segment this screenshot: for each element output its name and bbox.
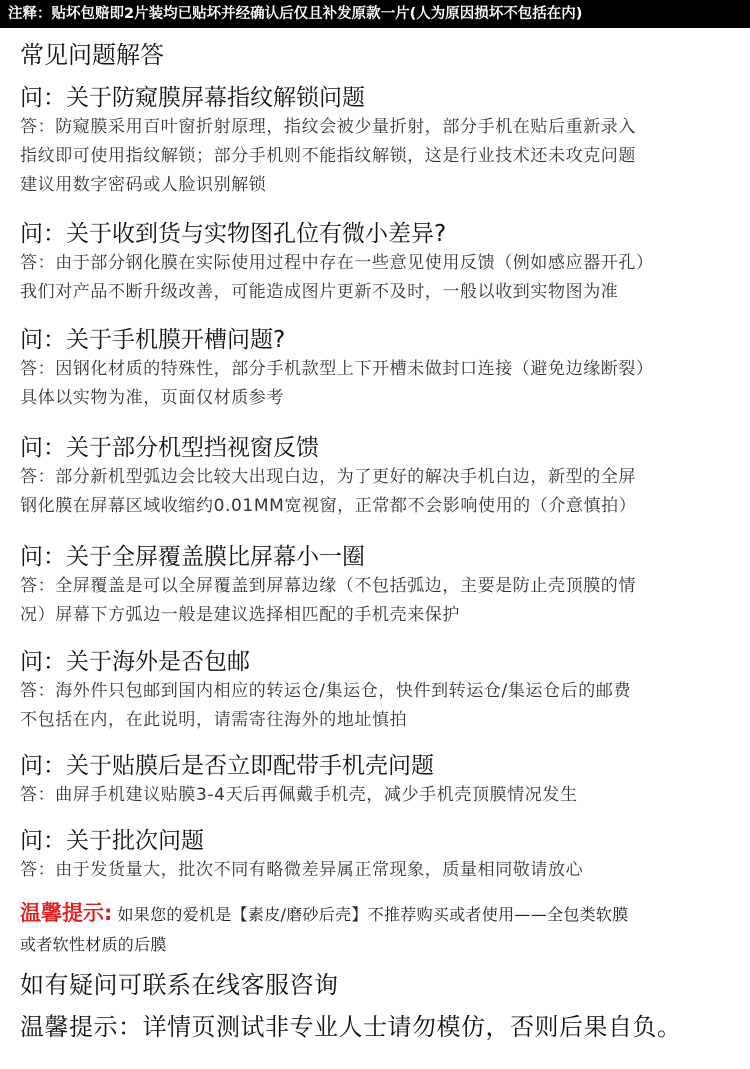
faq-question: 问：关于批次问题	[20, 828, 204, 854]
answer-line: 指纹即可使用指纹解锁；部分手机则不能指纹解锁，这是行业技术还未攻克问题	[20, 146, 636, 166]
faq-item	[20, 434, 735, 521]
faq-question: 问：关于防窥膜屏幕指纹解锁问题	[20, 85, 365, 111]
answer-line: 不包括在内，在此说明，请需寄往海外的地址慎拍	[20, 710, 408, 730]
faq-item	[20, 648, 735, 735]
answer-line: 答：全屏覆盖是可以全屏覆盖到屏幕边缘（不包括弧边，主要是防止壳顶膜的情	[20, 576, 636, 596]
faq-item	[20, 543, 735, 630]
answer-line: 答：防窥膜采用百叶窗折射原理，指纹会被少量折射，部分手机在贴后重新录入	[20, 117, 636, 137]
faq-answer	[20, 677, 735, 735]
faq-question: 问：关于全屏覆盖膜比屏幕小一圈	[20, 544, 365, 570]
answer-line: 钢化膜在屏幕区域收缩约0.01MM宽视窗，正常都不会影响使用的（介意慎拍）	[20, 496, 637, 516]
faq-item	[20, 752, 735, 810]
answer-line: 答：曲屏手机建议贴膜3-4天后再佩戴手机壳，减少手机壳顶膜情况发生	[20, 785, 578, 805]
faq-answer	[20, 463, 735, 521]
answer-line: 建议用数字密码或人脸识别解锁	[20, 175, 267, 195]
faq-answer	[20, 249, 735, 307]
answer-line: 答：由于部分钢化膜在实际使用过程中存在一些意见使用反馈（例如感应器开孔）	[20, 253, 654, 273]
answer-line: 我们对产品不断升级改善，可能造成图片更新不及时，一般以收到实物图为准	[20, 282, 619, 302]
faq-answer	[20, 113, 735, 200]
answer-line: 况）屏幕下方弧边一般是建议选择相匹配的手机壳来保护	[20, 605, 460, 625]
faq-question: 问：关于贴膜后是否立即配带手机壳问题	[20, 753, 434, 779]
faq-question: 问：关于部分机型挡视窗反馈	[20, 435, 319, 461]
faq-answer	[20, 856, 735, 885]
disclaimer-note: 温馨提示：详情页测试非专业人士请勿模仿，否则后果自负。	[20, 1013, 682, 1041]
top-notice-banner	[0, 0, 750, 28]
contact-note: 如有疑问可联系在线客服咨询	[20, 971, 339, 999]
answer-line: 答：因钢化材质的特殊性，部分手机款型上下开槽未做封口连接（避免边缘断裂）	[20, 359, 654, 379]
faq-title: 常见问题解答	[20, 41, 164, 69]
faq-item	[20, 84, 735, 200]
faq-answer	[20, 781, 735, 810]
faq-item	[20, 220, 735, 307]
tips-label: 温馨提示:	[20, 901, 113, 925]
answer-line: 答：海外件只包邮到国内相应的转运仓/集运仓，快件到转运仓/集运仓后的邮费	[20, 681, 632, 701]
faq-question: 问：关于海外是否包邮	[20, 649, 250, 675]
faq-answer	[20, 572, 735, 630]
notice-text: 注释：贴坏包赔即2片装均已贴坏并经确认后仅且补发原款一片(人为原因损坏不包括在内)	[8, 6, 583, 22]
faq-question: 问：关于收到货与实物图孔位有微小差异?	[20, 221, 447, 247]
faq-item	[20, 827, 735, 885]
tips-text: 如果您的爱机是【素皮/磨砂后壳】不推荐购买或者使用——全包类软膜	[117, 905, 629, 924]
faq-item	[20, 326, 735, 413]
tips-text-continued: 或者软性材质的后膜	[20, 935, 167, 954]
answer-line: 答：部分新机型弧边会比较大出现白边，为了更好的解决手机白边，新型的全屏	[20, 467, 636, 487]
faq-answer	[20, 355, 735, 413]
faq-question: 问：关于手机膜开槽问题?	[20, 327, 286, 353]
answer-line: 答：由于发货量大，批次不同有略微差异属正常现象，质量相同敬请放心	[20, 860, 584, 880]
warm-tips	[20, 898, 735, 960]
answer-line: 具体以实物为准，页面仅材质参考	[20, 388, 284, 408]
